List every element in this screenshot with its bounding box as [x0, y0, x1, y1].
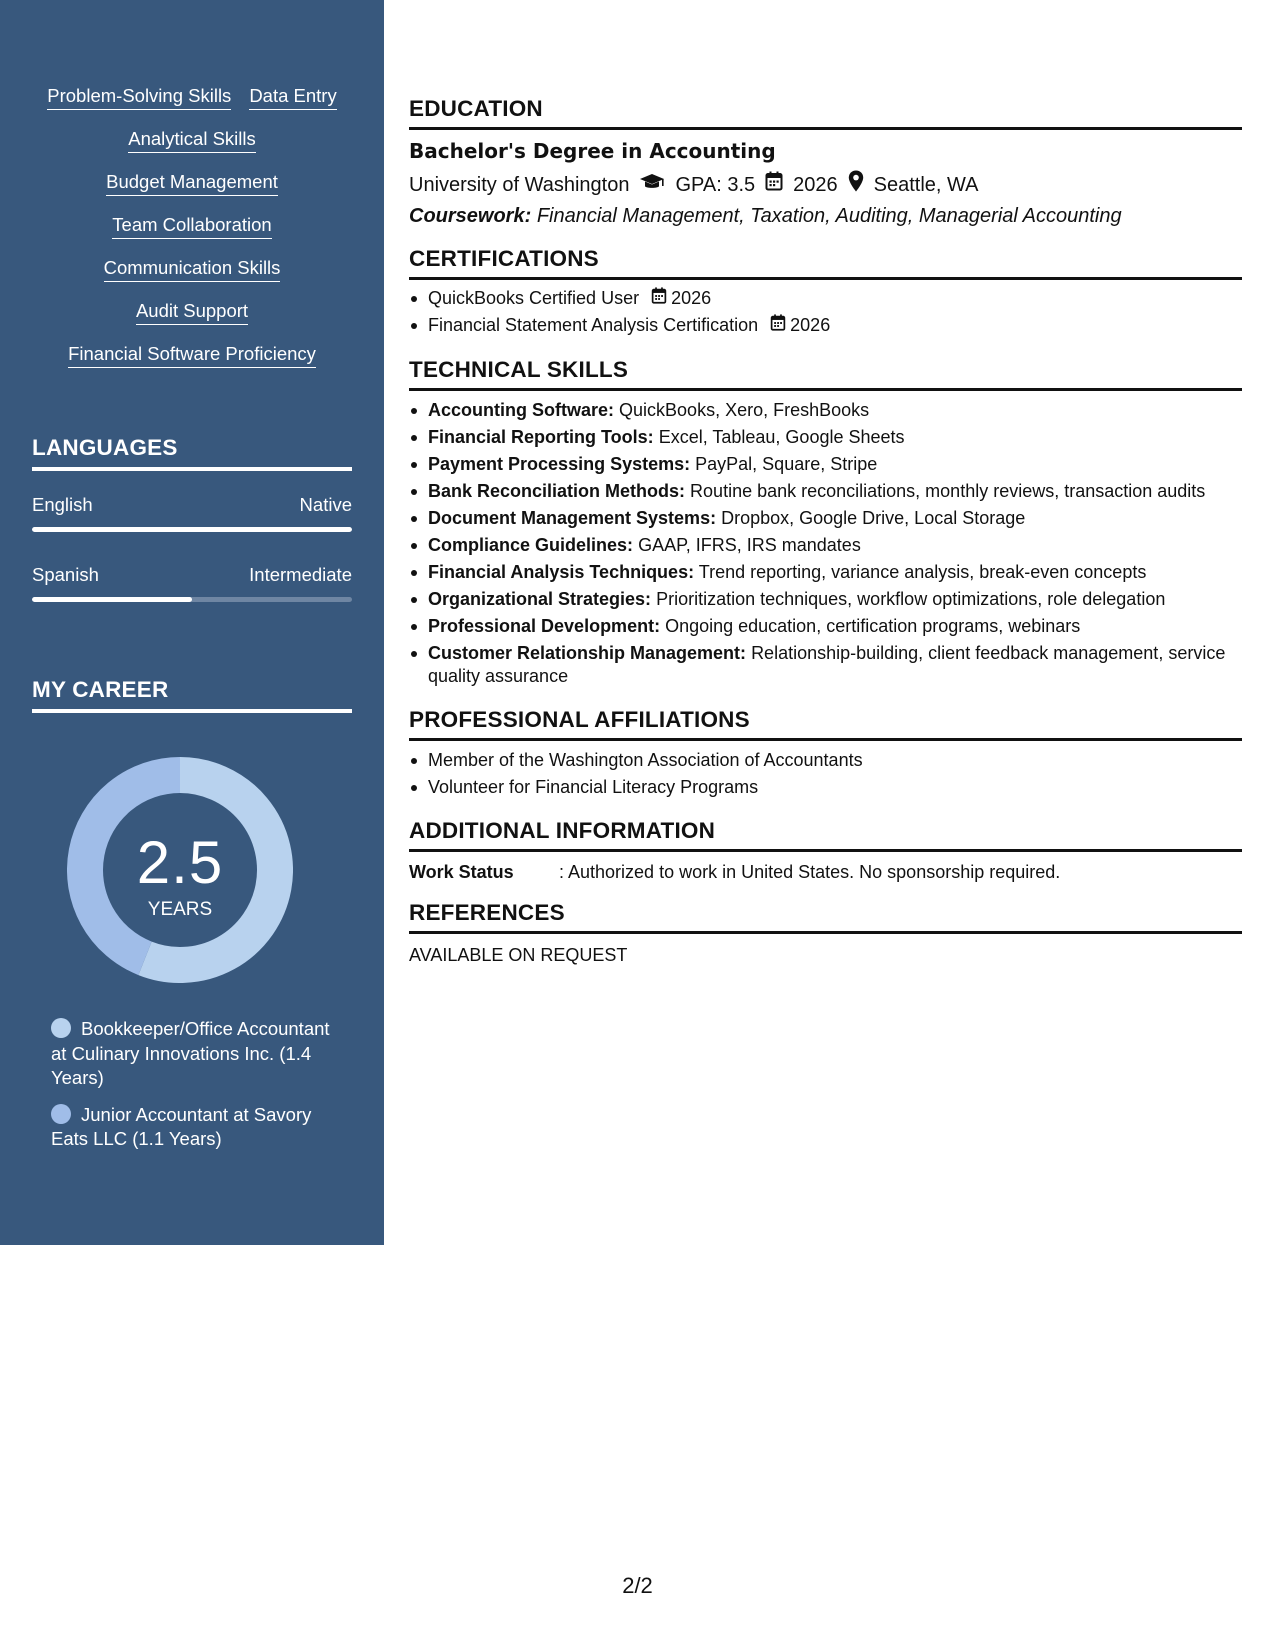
list-item: Member of the Washington Association of Accountants — [409, 749, 1242, 772]
skill-row — [30, 299, 354, 325]
language-name: Spanish — [32, 564, 99, 585]
affiliations-section — [409, 706, 1242, 803]
school-location: Seattle, WA — [873, 173, 979, 196]
section-title: PROFESSIONAL AFFILIATIONS — [409, 706, 1242, 741]
list-item — [409, 314, 1242, 337]
skill-label: Organizational Strategies: — [428, 589, 652, 609]
skill-row — [30, 84, 354, 110]
skill-text: Dropbox, Google Drive, Local Storage — [721, 508, 1026, 528]
additional-info-section — [409, 817, 1242, 884]
list-item — [409, 507, 1242, 530]
skill-text: Ongoing education, certification programs, webinars — [665, 616, 1081, 636]
calendar-icon — [770, 314, 786, 337]
list-item — [409, 642, 1242, 688]
list-item — [409, 534, 1242, 557]
skill-label: Professional Development: — [428, 616, 661, 636]
language-level: Intermediate — [249, 564, 352, 585]
calendar-icon — [765, 171, 783, 198]
coursework-label: Coursework: — [409, 205, 532, 227]
certification-year: 2026 — [671, 288, 712, 308]
language-bar — [32, 527, 352, 532]
certification-year: 2026 — [790, 315, 831, 335]
certification-name: QuickBooks Certified User — [428, 288, 640, 308]
certifications-list — [409, 287, 1242, 337]
certifications-section — [409, 245, 1242, 341]
skill-text: Excel, Tableau, Google Sheets — [658, 427, 905, 447]
technical-skills-section — [409, 356, 1242, 692]
language-english — [32, 493, 352, 532]
list-item — [409, 561, 1242, 584]
skill-text: QuickBooks, Xero, FreshBooks — [619, 400, 870, 420]
education-meta — [409, 170, 1242, 199]
list-item — [409, 453, 1242, 476]
language-bar — [32, 597, 352, 602]
skill-row — [30, 256, 354, 282]
language-bar-fill — [32, 527, 352, 532]
skill-label: Financial Analysis Techniques: — [428, 562, 695, 582]
school-name: University of Washington — [409, 173, 630, 196]
page-number: 2/2 — [622, 1573, 653, 1598]
section-title: TECHNICAL SKILLS — [409, 356, 1242, 391]
skill-tag: Problem-Solving Skills — [47, 84, 231, 110]
skills-list — [30, 84, 354, 385]
skill-text: Trend reporting, variance analysis, break-even concepts — [698, 562, 1147, 582]
skill-label: Document Management Systems: — [428, 508, 717, 528]
career-donut-chart — [67, 757, 293, 983]
list-item — [409, 480, 1242, 503]
coursework — [409, 203, 1242, 229]
skill-label: Accounting Software: — [428, 400, 615, 420]
skill-tag: Audit Support — [136, 299, 248, 325]
skill-tag: Financial Software Proficiency — [68, 342, 316, 368]
career-dot-icon — [51, 1104, 71, 1124]
list-item — [409, 588, 1242, 611]
technical-skills-list — [409, 399, 1242, 688]
languages-heading: LANGUAGES — [32, 435, 352, 471]
career-dot-icon — [51, 1018, 71, 1038]
skill-label: Compliance Guidelines: — [428, 535, 634, 555]
gpa: GPA: 3.5 — [675, 173, 756, 196]
skill-text: Routine bank reconciliations, monthly reviews, transaction audits — [690, 481, 1206, 501]
section-title: CERTIFICATIONS — [409, 245, 1242, 280]
skill-row — [30, 213, 354, 239]
skill-text: Prioritization techniques, workflow optimizations, role delegation — [656, 589, 1166, 609]
section-title: EDUCATION — [409, 95, 1242, 130]
language-name: English — [32, 494, 93, 515]
skill-text: Relationship-building, client feedback management, service quality assurance — [428, 643, 1226, 686]
education-section — [409, 95, 1242, 229]
career-years-unit: YEARS — [147, 899, 213, 920]
skill-tag: Analytical Skills — [128, 127, 256, 153]
section-title: REFERENCES — [409, 899, 1242, 934]
degree-title: Bachelor's Degree in Accounting — [409, 139, 776, 163]
sidebar — [0, 0, 384, 1245]
language-bar-fill — [32, 597, 192, 602]
skill-text: GAAP, IFRS, IRS mandates — [638, 535, 861, 555]
certification-name: Financial Statement Analysis Certification — [428, 315, 759, 335]
affiliations-list — [409, 749, 1242, 799]
skill-tag: Team Collaboration — [112, 213, 271, 239]
skill-tag: Data Entry — [249, 84, 336, 110]
career-heading: MY CAREER — [32, 677, 352, 713]
list-item — [409, 399, 1242, 422]
skill-tag: Budget Management — [106, 170, 278, 196]
work-status — [409, 861, 1242, 884]
calendar-icon — [651, 287, 667, 310]
work-status-text: : Authorized to work in United States. No sponsorship required. — [559, 862, 1061, 882]
career-item — [51, 1017, 341, 1091]
career-list — [51, 1017, 341, 1164]
graduation-cap-icon — [639, 172, 665, 198]
career-item-text: Junior Accountant at Savory Eats LLC (1.1 Years) — [51, 1103, 312, 1149]
career-total-years: 2.5 — [136, 829, 224, 896]
skill-tag: Communication Skills — [104, 256, 281, 282]
list-item — [409, 426, 1242, 449]
skill-text: PayPal, Square, Stripe — [695, 454, 878, 474]
work-status-label: Work Status — [409, 862, 514, 882]
career-item — [51, 1103, 341, 1152]
section-title: ADDITIONAL INFORMATION — [409, 817, 1242, 852]
career-item-text: Bookkeeper/Office Accountant at Culinary Innovations Inc. (1.4 Years) — [51, 1018, 330, 1088]
skill-label: Customer Relationship Management: — [428, 643, 747, 663]
location-pin-icon — [848, 170, 864, 199]
graduation-year: 2026 — [793, 173, 838, 196]
coursework-list: Financial Management, Taxation, Auditing, Managerial Accounting — [536, 205, 1122, 227]
list-item: Volunteer for Financial Literacy Programs — [409, 776, 1242, 799]
list-item — [409, 287, 1242, 310]
skill-label: Financial Reporting Tools: — [428, 427, 654, 447]
skill-row — [30, 170, 354, 196]
references-section — [409, 899, 1242, 967]
skill-label: Payment Processing Systems: — [428, 454, 691, 474]
skill-label: Bank Reconciliation Methods: — [428, 481, 686, 501]
language-spanish — [32, 563, 352, 602]
language-level: Native — [299, 494, 352, 515]
list-item — [409, 615, 1242, 638]
skill-row — [30, 127, 354, 153]
references-text: AVAILABLE ON REQUEST — [409, 945, 628, 965]
skill-row — [30, 342, 354, 368]
